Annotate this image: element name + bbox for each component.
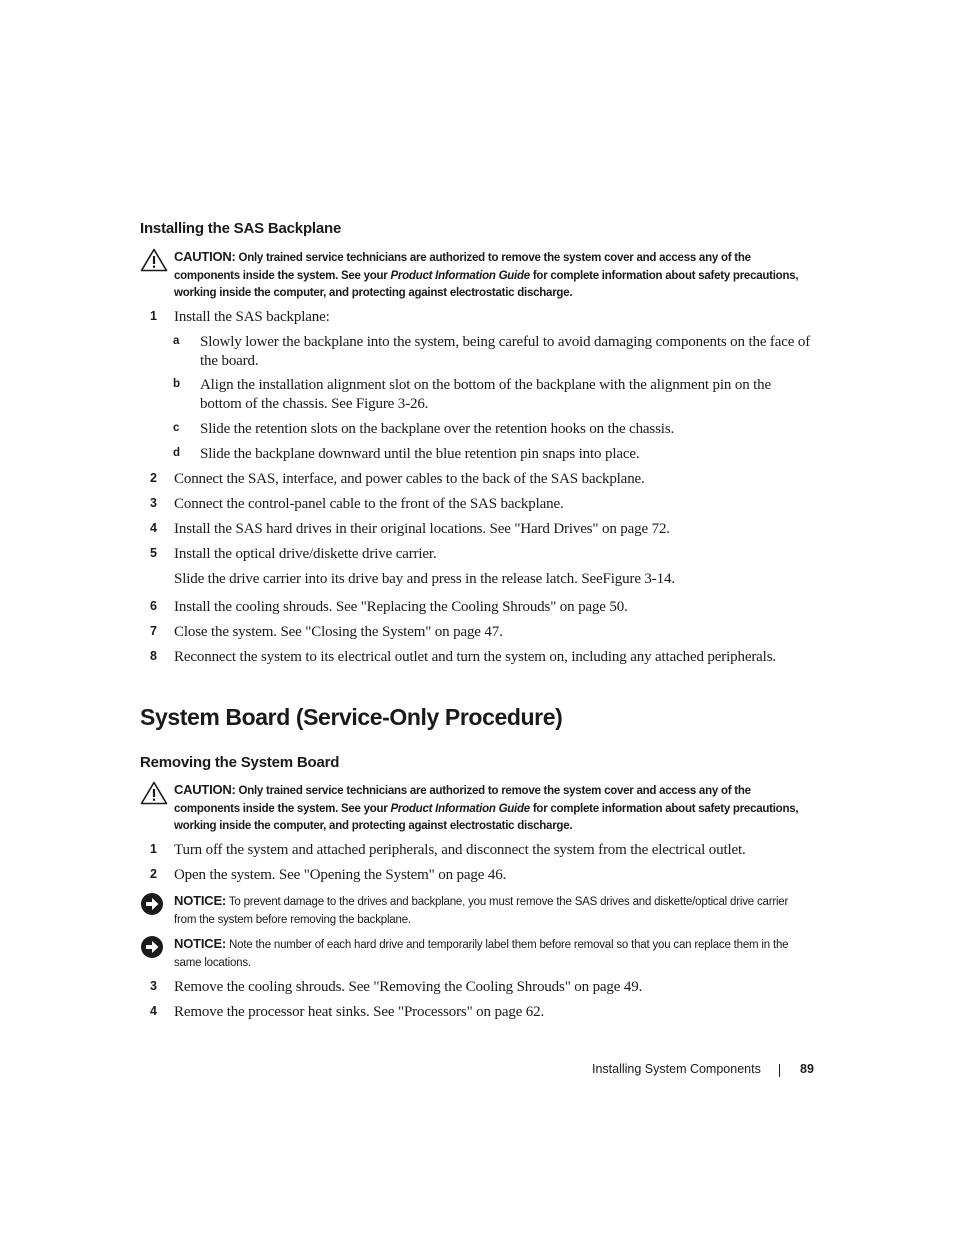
step-text: Connect the SAS, interface, and power cables to the back of the SAS backplane. [174,471,645,487]
substep-letter: b [173,378,181,390]
step-text: Install the SAS hard drives in their original locations. See "Hard Drives" on page 72. [174,521,670,537]
notice-body: Note the number of each hard drive and temporarily label them before removal so that you can replace them in the same locations. [174,939,789,969]
notice-label: NOTICE: [174,893,227,908]
caution-body-start: Only trained service technicians are authorized to remove the system cover and access any of the components inside the system. See your [174,252,751,282]
list-item [150,495,810,514]
list-item [150,545,810,564]
caution-body-start: Only trained service technicians are authorized to remove the system cover and access any of the components inside the system. See your [174,785,751,815]
notice-arrow-icon [140,892,164,916]
list-item [150,623,810,642]
footer-divider [779,1064,780,1077]
list-item [150,841,810,860]
list-item [173,333,813,371]
notice-text [174,935,810,972]
step-text: Connect the control-panel cable to the front of the SAS backplane. [174,496,564,512]
step-text: Close the system. See "Closing the System" on page 47. [174,624,503,640]
caution-text [174,781,810,836]
step-5-paragraph: Slide the drive carrier into its drive bay and press in the release latch. SeeFigure 3-14. [174,571,675,587]
substep-letter: c [173,422,180,434]
notice-block [140,935,810,972]
list-item [173,376,813,414]
notice-label: NOTICE: [174,936,227,951]
footer-chapter-title: Installing System Components [592,1062,761,1076]
section-heading-remove-board: Removing the System Board [140,754,340,771]
caution-body-end: for complete information about safety precautions, working inside the computer, and protecting against electrostatic discharge. [174,802,799,832]
list-item [150,978,810,997]
substep-text: Slide the retention slots on the backplane over the retention hooks on the chassis. [200,421,675,437]
list-item [150,598,810,617]
step-text: Turn off the system and attached peripherals, and disconnect the system from the electrical outlet. [174,842,746,858]
list-item [173,420,813,439]
caution-triangle-icon [140,781,168,805]
caution-text [174,248,810,303]
step-number: 8 [150,649,157,663]
caution-block [140,781,810,836]
step-number: 1 [150,309,157,323]
caution-label: CAUTION: [174,782,236,797]
section-heading-install-sas: Installing the SAS Backplane [140,220,342,237]
list-item [173,445,813,464]
step-text: Remove the cooling shrouds. See "Removing the Cooling Shrouds" on page 49. [174,979,643,995]
step-number: 3 [150,496,157,510]
caution-block [140,248,810,303]
substep-text: Slide the backplane downward until the blue retention pin snaps into place. [200,446,640,462]
caution-body-end: for complete information about safety precautions, working inside the computer, and protecting against electrostatic discharge. [174,269,799,299]
list-item [150,520,810,539]
caution-label: CAUTION: [174,249,236,264]
notice-arrow-icon [140,935,164,959]
list-item [150,648,810,667]
step-number: 7 [150,624,157,638]
step-text: Reconnect the system to its electrical outlet and turn the system on, including any attached peripherals. [174,649,776,665]
notice-block [140,892,810,929]
notice-text [174,892,810,929]
step-text: Install the SAS backplane: [174,309,330,325]
step-number: 2 [150,867,157,881]
substep-letter: a [173,335,180,347]
step-text: Install the optical drive/diskette drive carrier. [174,546,437,562]
list-item [150,1003,810,1022]
product-information-guide-title: Product Information Guide [390,802,530,815]
step-number: 2 [150,471,157,485]
step-text: Remove the processor heat sinks. See "Processors" on page 62. [174,1004,545,1020]
step-number: 6 [150,599,157,613]
list-item [150,866,810,885]
list-item [150,470,810,489]
step-number: 5 [150,546,157,560]
step-number: 3 [150,979,157,993]
step-text: Install the cooling shrouds. See "Replacing the Cooling Shrouds" on page 50. [174,599,628,615]
page-number: 89 [800,1062,814,1076]
list-item [150,308,810,327]
section-heading-system-board: System Board (Service-Only Procedure) [140,704,563,730]
substep-letter: d [173,447,181,459]
step-text: Open the system. See "Opening the System" on page 46. [174,867,507,883]
product-information-guide-title: Product Information Guide [390,269,530,282]
caution-triangle-icon [140,248,168,272]
notice-body: To prevent damage to the drives and backplane, you must remove the SAS drives and diskette/optical drive carrier from the system before removing the backplane. [174,896,789,926]
step-number: 4 [150,521,157,535]
substep-text: Align the installation alignment slot on the bottom of the backplane with the alignment pin on the bottom of the chassis. See Figure 3-26. [200,377,772,412]
substep-text: Slowly lower the backplane into the system, being careful to avoid damaging components on the face of the board. [200,334,811,369]
step-number: 1 [150,842,157,856]
step-number: 4 [150,1004,157,1018]
